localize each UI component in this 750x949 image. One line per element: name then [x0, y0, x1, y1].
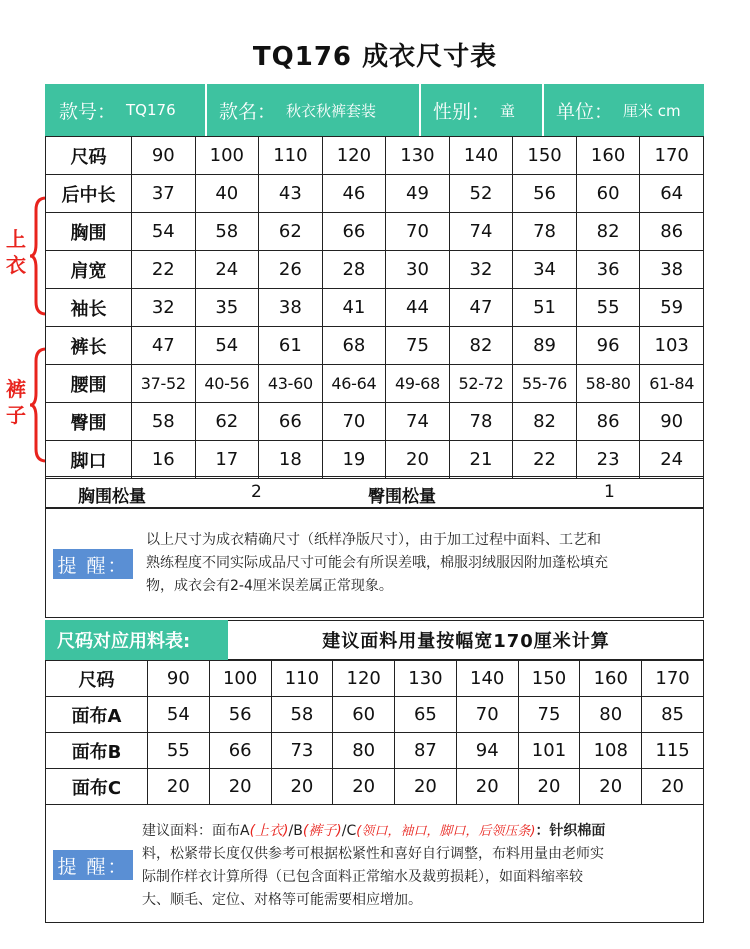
- fabric-value: 80: [333, 733, 395, 769]
- measure-value: 89: [513, 327, 577, 365]
- fabric-value: 20: [518, 769, 580, 805]
- measure-value: 43-60: [259, 365, 323, 403]
- fabric-label: 面布B: [46, 733, 148, 769]
- size-header-cell: 150: [513, 137, 577, 175]
- measure-value: 22: [132, 251, 196, 289]
- measure-label: 裤长: [46, 327, 132, 365]
- measure-value: 55: [576, 289, 640, 327]
- gender-label: 性别：: [433, 100, 491, 123]
- measure-value: 19: [322, 441, 386, 479]
- measure-value: 90: [640, 403, 704, 441]
- style-no-label: 款号：: [59, 100, 117, 123]
- measure-value: 16: [132, 441, 196, 479]
- measure-value: 54: [195, 327, 259, 365]
- hip-ease-label: 臀围松量: [368, 487, 436, 507]
- fabric-value: 108: [580, 733, 642, 769]
- fabric-header-cell: 130: [395, 661, 457, 697]
- hip-ease-value: 1: [604, 482, 615, 502]
- measure-label: 臀围: [46, 403, 132, 441]
- fabric-value: 94: [456, 733, 518, 769]
- fabric-value: 20: [271, 769, 333, 805]
- measure-value: 62: [195, 403, 259, 441]
- fabric-value: 80: [580, 697, 642, 733]
- note2-fabric-c: /C: [341, 823, 357, 839]
- measure-value: 24: [195, 251, 259, 289]
- fabric-header-cell: 160: [580, 661, 642, 697]
- measure-value: 41: [322, 289, 386, 327]
- page-title: TQ176 成衣尺寸表: [252, 42, 498, 72]
- measure-value: 61: [259, 327, 323, 365]
- measure-value: 52: [449, 175, 513, 213]
- measure-value: 23: [576, 441, 640, 479]
- measure-value: 74: [449, 213, 513, 251]
- fabric-table: [45, 660, 704, 805]
- unit-cell: [544, 84, 704, 136]
- size-row: [46, 251, 704, 289]
- measure-value: 58-80: [576, 365, 640, 403]
- fabric-row: [46, 769, 704, 805]
- measure-value: 38: [640, 251, 704, 289]
- fabric-header-cell: 100: [209, 661, 271, 697]
- note2-fabric-b: /B: [288, 823, 303, 839]
- fabric-value: 60: [333, 697, 395, 733]
- size-header-cell: 140: [449, 137, 513, 175]
- fabric-header-label: 尺码: [46, 661, 148, 697]
- fabric-header-cell: 150: [518, 661, 580, 697]
- measure-value: 55-76: [513, 365, 577, 403]
- fabric-value: 20: [642, 769, 704, 805]
- measure-value: 70: [322, 403, 386, 441]
- unit-value: 厘米 cm: [623, 101, 681, 120]
- size-header-row: [46, 137, 704, 175]
- fabric-header-cell: 120: [333, 661, 395, 697]
- measure-value: 64: [640, 175, 704, 213]
- style-name-label: 款名：: [219, 100, 277, 123]
- size-row: [46, 289, 704, 327]
- fabric-value: 65: [395, 697, 457, 733]
- fabric-value: 87: [395, 733, 457, 769]
- size-row: [46, 327, 704, 365]
- measure-value: 59: [640, 289, 704, 327]
- measure-value: 49: [386, 175, 450, 213]
- style-no-value: TQ176: [126, 101, 176, 119]
- size-header-cell: 110: [259, 137, 323, 175]
- measure-value: 46: [322, 175, 386, 213]
- fabric-label: 面布A: [46, 697, 148, 733]
- fabric-header-row: [46, 661, 704, 697]
- measure-value: 60: [576, 175, 640, 213]
- note2-line1: [142, 821, 605, 842]
- fabric-value: 66: [209, 733, 271, 769]
- tip-badge-1: 提 醒：: [53, 549, 133, 579]
- measure-value: 17: [195, 441, 259, 479]
- measure-value: 24: [640, 441, 704, 479]
- style-name-value: 秋衣秋裤套装: [286, 101, 377, 120]
- ease-row: [45, 476, 704, 508]
- measure-value: 34: [513, 251, 577, 289]
- size-row: [46, 441, 704, 479]
- measure-value: 40: [195, 175, 259, 213]
- measure-value: 20: [386, 441, 450, 479]
- measure-value: 66: [259, 403, 323, 441]
- measure-label: 胸围: [46, 213, 132, 251]
- measure-value: 68: [322, 327, 386, 365]
- size-row: [46, 403, 704, 441]
- measure-value: 38: [259, 289, 323, 327]
- fabric-header-cell: 110: [271, 661, 333, 697]
- measure-value: 43: [259, 175, 323, 213]
- measure-value: 47: [449, 289, 513, 327]
- note2-knit: ：针织棉面: [535, 823, 606, 839]
- measure-value: 86: [640, 213, 704, 251]
- measure-value: 82: [449, 327, 513, 365]
- measure-value: 66: [322, 213, 386, 251]
- measure-label: 腰围: [46, 365, 132, 403]
- measure-label: 肩宽: [46, 251, 132, 289]
- note2-fabric-a: 建议面料：面布A: [142, 823, 250, 839]
- fabric-label: 面布C: [46, 769, 148, 805]
- unit-label: 单位：: [556, 100, 614, 123]
- measure-value: 78: [513, 213, 577, 251]
- measure-value: 58: [195, 213, 259, 251]
- measure-value: 30: [386, 251, 450, 289]
- size-header-cell: 160: [576, 137, 640, 175]
- size-header-cell: 130: [386, 137, 450, 175]
- size-table: [45, 136, 704, 479]
- measure-value: 52-72: [449, 365, 513, 403]
- measure-value: 22: [513, 441, 577, 479]
- measure-label: 脚口: [46, 441, 132, 479]
- measure-value: 32: [449, 251, 513, 289]
- measure-value: 18: [259, 441, 323, 479]
- chest-ease-label: 胸围松量: [78, 487, 146, 507]
- measure-value: 37-52: [132, 365, 196, 403]
- measure-value: 35: [195, 289, 259, 327]
- info-header: [45, 84, 704, 136]
- note1-line3: 物，成衣会有2-4厘米误差属正常现象。: [146, 578, 393, 594]
- fabric-value: 20: [395, 769, 457, 805]
- note-box-2: [45, 804, 704, 923]
- fabric-table-tag: 尺码对应用料表:: [45, 620, 228, 660]
- measure-value: 51: [513, 289, 577, 327]
- fabric-value: 85: [642, 697, 704, 733]
- measure-value: 54: [132, 213, 196, 251]
- measure-value: 37: [132, 175, 196, 213]
- fabric-value: 58: [271, 697, 333, 733]
- measure-value: 75: [386, 327, 450, 365]
- fabric-value: 20: [148, 769, 210, 805]
- measure-value: 74: [386, 403, 450, 441]
- fabric-value: 20: [209, 769, 271, 805]
- measure-value: 62: [259, 213, 323, 251]
- fabric-row: [46, 733, 704, 769]
- measure-value: 47: [132, 327, 196, 365]
- tip-badge-2: 提 醒：: [53, 850, 133, 880]
- note2-line2: 料，松紧带长度仅供参考可根据松紧性和喜好自行调整，布料用量由老师实: [142, 846, 604, 862]
- measure-value: 82: [513, 403, 577, 441]
- size-header-cell: 100: [195, 137, 259, 175]
- measure-value: 49-68: [386, 365, 450, 403]
- measure-value: 32: [132, 289, 196, 327]
- fabric-header-cell: 90: [148, 661, 210, 697]
- chest-ease-value: 2: [251, 482, 262, 502]
- size-row: [46, 213, 704, 251]
- measure-value: 70: [386, 213, 450, 251]
- size-header-cell: 120: [322, 137, 386, 175]
- fabric-value: 55: [148, 733, 210, 769]
- fabric-value: 115: [642, 733, 704, 769]
- fabric-value: 20: [580, 769, 642, 805]
- size-header-label: 尺码: [46, 137, 132, 175]
- group-label-top: 上衣: [6, 227, 26, 277]
- fabric-value: 70: [456, 697, 518, 733]
- size-header-cell: 170: [640, 137, 704, 175]
- measure-value: 26: [259, 251, 323, 289]
- fabric-header-cell: 140: [456, 661, 518, 697]
- measure-value: 40-56: [195, 365, 259, 403]
- measure-value: 28: [322, 251, 386, 289]
- note1-line2: 熟练程度不同实际成品尺寸可能会有所误差哦，棉服羽绒服因附加蓬松填充: [146, 555, 608, 571]
- note2-top-tag: (上衣): [249, 823, 289, 839]
- note2-line4: 大、顺毛、定位、对格等可能需要相应增加。: [142, 892, 422, 908]
- measure-value: 56: [513, 175, 577, 213]
- measure-value: 44: [386, 289, 450, 327]
- measure-label: 袖长: [46, 289, 132, 327]
- measure-value: 61-84: [640, 365, 704, 403]
- fabric-value: 101: [518, 733, 580, 769]
- size-row: [46, 175, 704, 213]
- measure-value: 36: [576, 251, 640, 289]
- fabric-value: 75: [518, 697, 580, 733]
- measure-value: 46-64: [322, 365, 386, 403]
- measure-value: 96: [576, 327, 640, 365]
- gender-value: 童: [500, 101, 516, 120]
- note2-line3: 际制作样衣计算所得（已包含面料正常缩水及裁剪损耗），如面料缩率较: [142, 869, 583, 885]
- note1-line1: 以上尺寸为成衣精确尺寸（纸样净版尺寸），由于加工过程中面料、工艺和: [146, 532, 601, 548]
- measure-label: 后中长: [46, 175, 132, 213]
- measure-value: 58: [132, 403, 196, 441]
- note2-bottom-tag: (裤子): [302, 823, 342, 839]
- measure-value: 103: [640, 327, 704, 365]
- measure-value: 82: [576, 213, 640, 251]
- fabric-value: 56: [209, 697, 271, 733]
- fabric-value: 20: [333, 769, 395, 805]
- fabric-header-cell: 170: [642, 661, 704, 697]
- fabric-value: 20: [456, 769, 518, 805]
- fabric-row: [46, 697, 704, 733]
- style-name-cell: [207, 84, 421, 136]
- group-label-bottom: 裤子: [6, 377, 26, 427]
- fabric-value: 54: [148, 697, 210, 733]
- measure-value: 21: [449, 441, 513, 479]
- note-box-1: [45, 508, 704, 618]
- note2-trim-tag: (领口，袖口，脚口，后领压条): [356, 824, 536, 839]
- fabric-value: 73: [271, 733, 333, 769]
- measure-value: 78: [449, 403, 513, 441]
- size-header-cell: 90: [132, 137, 196, 175]
- fabric-basis-text: 建议面料用量按幅宽170厘米计算: [322, 631, 610, 652]
- size-row: [46, 365, 704, 403]
- gender-cell: [421, 84, 544, 136]
- style-no-cell: [45, 84, 207, 136]
- measure-value: 86: [576, 403, 640, 441]
